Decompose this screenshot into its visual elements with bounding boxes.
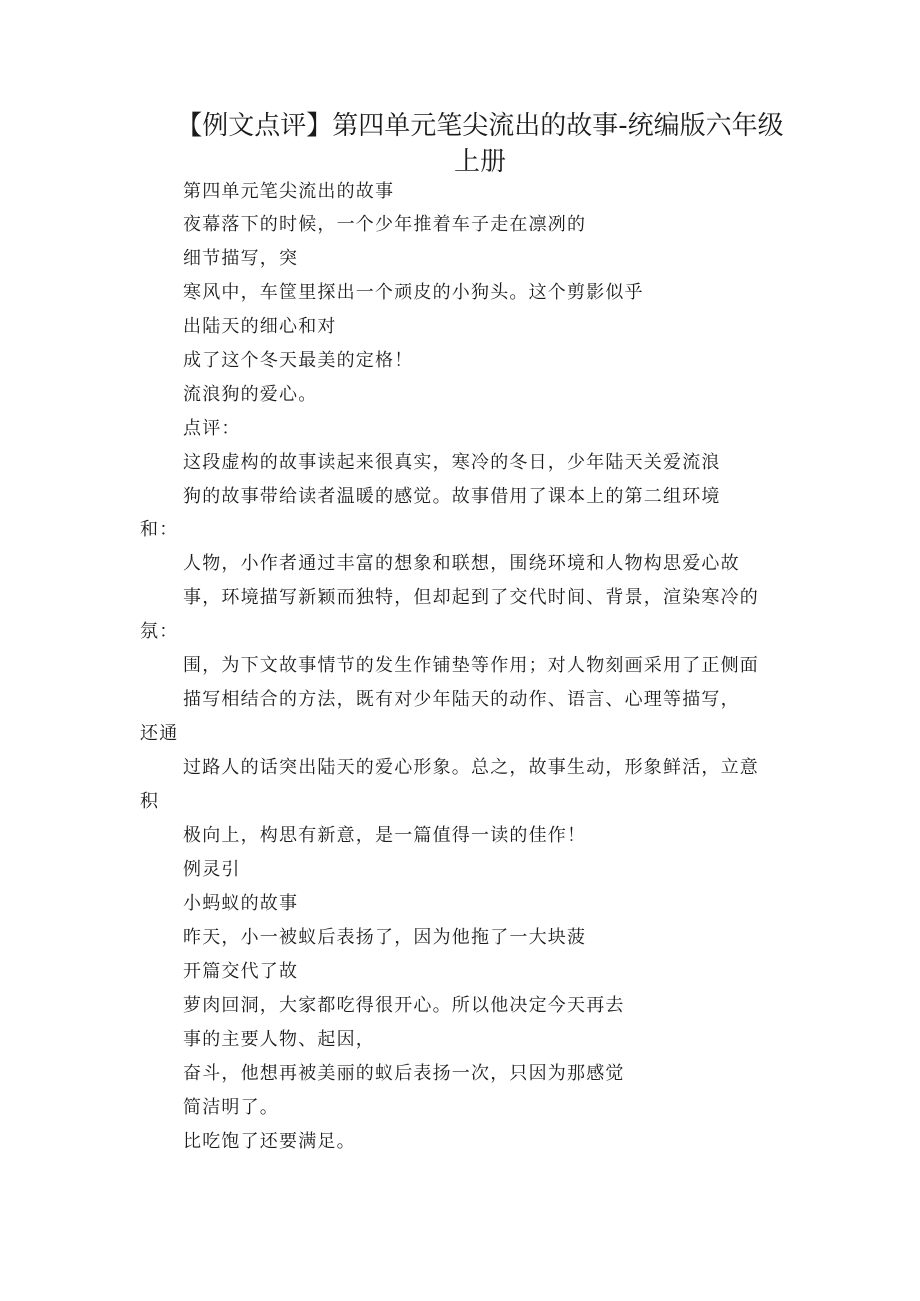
text-line: 狗的故事带给读者温暖的感觉。故事借用了课本上的第二组环境 — [183, 486, 721, 507]
text-line: 昨天，小一被蚁后表扬了，因为他拖了一大块菠 — [183, 927, 587, 948]
text-line: 人物，小作者通过丰富的想象和联想，围绕环境和人物构思爱心故 — [183, 553, 740, 574]
document-title — [160, 108, 800, 180]
text-line: 萝肉回洞，大家都吃得很开心。所以他决定今天再去 — [183, 995, 625, 1016]
text-line: 流浪狗的爱心。 — [183, 384, 318, 405]
text-line: 描写相结合的方法，既有对少年陆天的动作、语言、心理等描写， — [183, 689, 740, 710]
title-line-1: 【例文点评】第四单元笔尖流出的故事-统编版六年级 — [176, 111, 784, 141]
title-line-2: 上册 — [453, 147, 506, 177]
text-line: 积 — [140, 791, 160, 812]
text-line: 第四单元笔尖流出的故事 — [183, 181, 395, 202]
text-line: 简洁明了。 — [183, 1097, 279, 1118]
text-line: 过路人的话突出陆天的爱心形象。总之，故事生动，形象鲜活，立意 — [183, 757, 759, 778]
text-line: 点评： — [183, 418, 241, 439]
text-line: 事，环境描写新颖而独特，但却起到了交代时间、背景，渲染寒冷的 — [183, 587, 759, 608]
text-line: 奋斗，他想再被美丽的蚁后表扬一次，只因为那感觉 — [183, 1063, 625, 1084]
text-line: 氛： — [140, 621, 179, 642]
text-line: 成了这个冬天最美的定格！ — [183, 350, 414, 371]
text-line: 出陆天的细心和对 — [183, 316, 337, 337]
text-line: 这段虚构的故事读起来很真实，寒冷的冬日，少年陆天关爱流浪 — [183, 452, 721, 473]
text-line: 事的主要人物、起因， — [183, 1029, 375, 1050]
text-line: 例灵引 — [183, 859, 241, 880]
text-line: 寒风中，车筐里探出一个顽皮的小狗头。这个剪影似乎 — [183, 282, 644, 303]
text-line: 围，为下文故事情节的发生作铺垫等作用；对人物刻画采用了正侧面 — [183, 655, 759, 676]
text-line: 还通 — [140, 723, 179, 744]
text-line: 夜幕落下的时候，一个少年推着车子走在凛冽的 — [183, 214, 587, 235]
text-line: 开篇交代了故 — [183, 961, 299, 982]
text-line: 比吃饱了还要满足。 — [183, 1131, 356, 1152]
text-line: 细节描写，突 — [183, 248, 299, 269]
text-line: 极向上，构思有新意，是一篇值得一读的佳作！ — [183, 825, 587, 846]
text-line: 和： — [140, 519, 179, 540]
text-line: 小蚂蚁的故事 — [183, 893, 299, 914]
